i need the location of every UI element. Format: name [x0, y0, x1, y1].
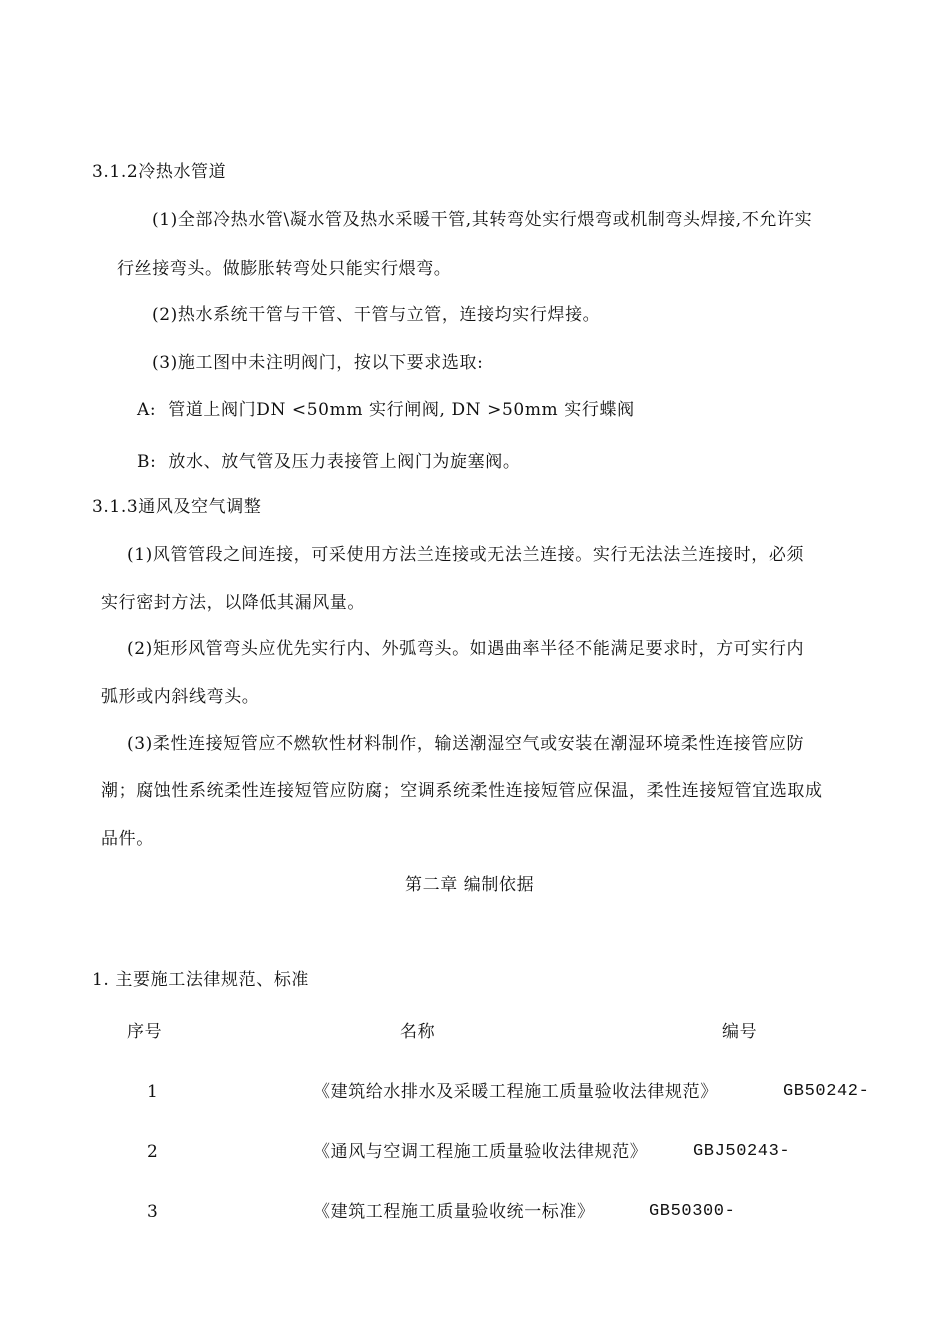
paragraph-3: (3)施工图中未注明阀门，按以下要求选取:	[152, 353, 484, 373]
row-no: 1	[147, 1082, 159, 1102]
column-header-name: 名称	[400, 1022, 436, 1042]
item-b-text: 放水、放气管及压力表接管上阀门为旋塞阀。	[168, 452, 521, 472]
row-code: GB50300-	[649, 1202, 736, 1221]
item-b	[137, 451, 520, 473]
section-heading-3-1-3: 3.1.3通风及空气调整	[92, 497, 262, 517]
row-name: 《建筑给水排水及采暖工程施工质量验收法律规范》	[313, 1082, 718, 1102]
row-no: 2	[147, 1142, 159, 1162]
paragraph-1-line-2: 行丝接弯头。做膨胀转弯处只能实行煨弯。	[117, 259, 452, 279]
column-header-code: 编号	[722, 1022, 758, 1042]
column-header-no: 序号	[127, 1022, 163, 1042]
ventilation-paragraph-2-line-2: 弧形或内斜线弯头。	[101, 687, 260, 707]
item-a-text: 管道上阀门DN <50mm 实行闸阀, DN >50mm 实行蝶阀	[168, 400, 635, 420]
item-b-label: B:	[137, 452, 157, 472]
chapter-title: 第二章 编制依据	[405, 875, 535, 895]
row-code: GBJ50243-	[693, 1142, 791, 1161]
row-name: 《建筑工程施工质量验收统一标准》	[313, 1202, 595, 1222]
ventilation-paragraph-3-line-1: (3)柔性连接短管应不燃软性材料制作，输送潮湿空气或安装在潮湿环境柔性连接管应防	[127, 734, 805, 754]
section-heading-3-1-2: 3.1.2冷热水管道	[92, 162, 227, 182]
ventilation-paragraph-1-line-2: 实行密封方法，以降低其漏风量。	[101, 593, 365, 613]
ventilation-paragraph-3-line-2: 潮；腐蚀性系统柔性连接短管应防腐；空调系统柔性连接短管应保温，柔性连接短管宜选取成	[101, 781, 823, 801]
ventilation-paragraph-1-line-1: (1)风管管段之间连接，可采使用方法兰连接或无法兰连接。实行无法法兰连接时，必须	[127, 545, 805, 565]
item-a	[137, 399, 635, 421]
ventilation-paragraph-3-line-3: 品件。	[101, 829, 154, 849]
row-no: 3	[147, 1202, 159, 1222]
row-name: 《通风与空调工程施工质量验收法律规范》	[313, 1142, 648, 1162]
paragraph-1-line-1: (1)全部冷热水管\凝水管及热水采暖干管,其转弯处实行煨弯或机制弯头焊接,不允许实	[152, 210, 813, 230]
item-a-label: A:	[137, 400, 157, 420]
row-code: GB50242-	[783, 1082, 870, 1101]
ventilation-paragraph-2-line-1: (2)矩形风管弯头应优先实行内、外弧弯头。如遇曲率半径不能满足要求时，方可实行内	[127, 639, 805, 659]
paragraph-2: (2)热水系统干管与干管、干管与立管，连接均实行焊接。	[152, 305, 601, 325]
section-1-heading: 1. 主要施工法律规范、标准	[92, 970, 310, 990]
